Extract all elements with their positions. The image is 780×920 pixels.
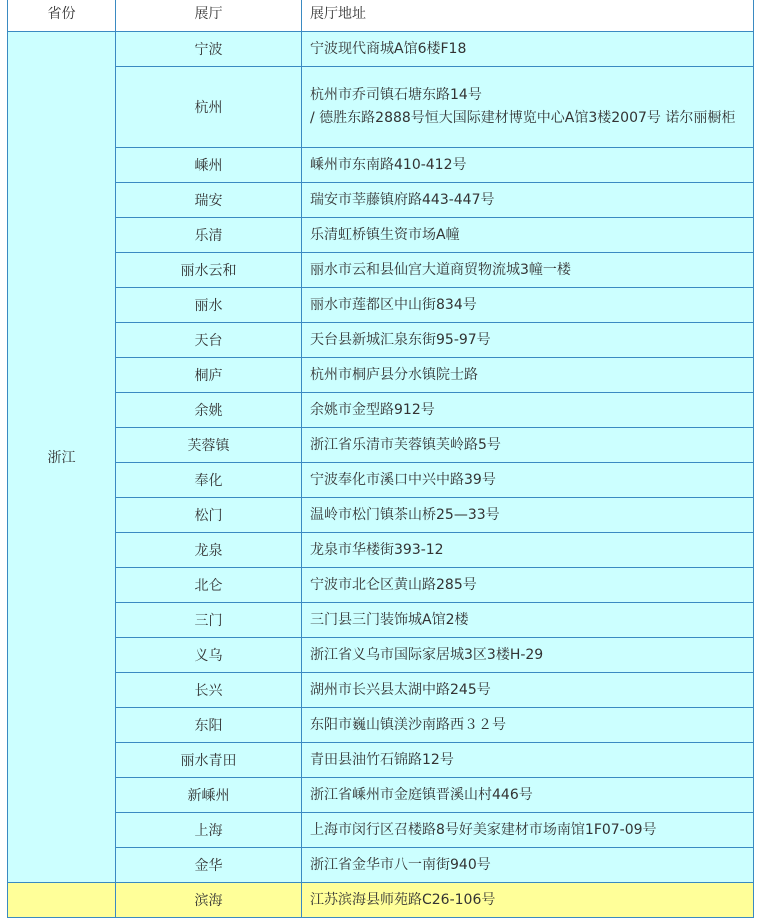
address-cell: 余姚市金型路912号 [302,393,754,428]
table-row [8,183,754,218]
table-row [8,148,754,183]
table-body [8,32,754,918]
hall-cell: 三门 [116,603,302,638]
table-row [8,288,754,323]
hall-cell: 桐庐 [116,358,302,393]
address-cell: 浙江省嵊州市金庭镇晋溪山村446号 [302,778,754,813]
hall-cell: 乐清 [116,218,302,253]
table-row [8,323,754,358]
address-cell: 杭州市桐庐县分水镇院士路 [302,358,754,393]
address-cell: 宁波奉化市溪口中兴中路39号 [302,463,754,498]
address-cell: 嵊州市东南路410-412号 [302,148,754,183]
header-hall: 展厅 [116,0,302,32]
address-cell: 浙江省乐清市芙蓉镇芙岭路5号 [302,428,754,463]
hall-cell: 宁波 [116,32,302,67]
hall-cell: 滨海 [116,883,302,918]
province-cell: 浙江 [8,32,116,883]
table-row [8,778,754,813]
hall-cell: 上海 [116,813,302,848]
hall-cell: 金华 [116,848,302,883]
table-row [8,32,754,67]
table-row [8,603,754,638]
header-row [8,0,754,32]
table-row [8,743,754,778]
table-row [8,883,754,918]
address-cell: 东阳市巍山镇渼沙南路西３２号 [302,708,754,743]
hall-cell: 丽水 [116,288,302,323]
address-cell: 浙江省义乌市国际家居城3区3楼H-29 [302,638,754,673]
address-cell: 湖州市长兴县太湖中路245号 [302,673,754,708]
table-row [8,498,754,533]
showroom-table [7,0,754,918]
address-cell: 宁波现代商城A馆6楼F18 [302,32,754,67]
hall-cell: 新嵊州 [116,778,302,813]
hall-cell: 嵊州 [116,148,302,183]
province-cell [8,883,116,918]
table-row [8,218,754,253]
hall-cell: 丽水云和 [116,253,302,288]
hall-cell: 余姚 [116,393,302,428]
address-cell: 杭州市乔司镇石塘东路14号 / 德胜东路2888号恒大国际建材博览中心A馆3楼2007号 诺尔丽橱柜 [302,67,754,148]
address-cell: 上海市闵行区召楼路8号好美家建材市场南馆1F07-09号 [302,813,754,848]
hall-cell: 长兴 [116,673,302,708]
address-cell: 温岭市松门镇茶山桥25—33号 [302,498,754,533]
hall-cell: 义乌 [116,638,302,673]
hall-cell: 松门 [116,498,302,533]
hall-cell: 龙泉 [116,533,302,568]
table-row [8,67,754,148]
address-cell: 乐清虹桥镇生资市场A幢 [302,218,754,253]
hall-cell: 瑞安 [116,183,302,218]
table-row [8,253,754,288]
address-cell: 丽水市莲都区中山街834号 [302,288,754,323]
table-row [8,813,754,848]
header-address: 展厅地址 [302,0,754,32]
address-cell: 江苏滨海县师苑路C26-106号 [302,883,754,918]
hall-cell: 丽水青田 [116,743,302,778]
table-row [8,638,754,673]
address-cell: 瑞安市莘藤镇府路443-447号 [302,183,754,218]
table-row [8,393,754,428]
address-cell: 三门县三门装饰城A馆2楼 [302,603,754,638]
address-cell: 青田县油竹石锦路12号 [302,743,754,778]
header-province: 省份 [8,0,116,32]
table-row [8,568,754,603]
address-cell: 丽水市云和县仙宫大道商贸物流城3幢一楼 [302,253,754,288]
hall-cell: 东阳 [116,708,302,743]
table-row [8,673,754,708]
hall-cell: 天台 [116,323,302,358]
table-row [8,428,754,463]
hall-cell: 芙蓉镇 [116,428,302,463]
address-cell: 天台县新城汇泉东街95-97号 [302,323,754,358]
address-cell: 宁波市北仑区黄山路285号 [302,568,754,603]
address-cell: 龙泉市华楼街393-12 [302,533,754,568]
hall-cell: 北仑 [116,568,302,603]
table-row [8,533,754,568]
table-row [8,358,754,393]
table-row [8,708,754,743]
table-row [8,463,754,498]
table-row [8,848,754,883]
hall-cell: 杭州 [116,67,302,148]
address-cell: 浙江省金华市八一南街940号 [302,848,754,883]
hall-cell: 奉化 [116,463,302,498]
